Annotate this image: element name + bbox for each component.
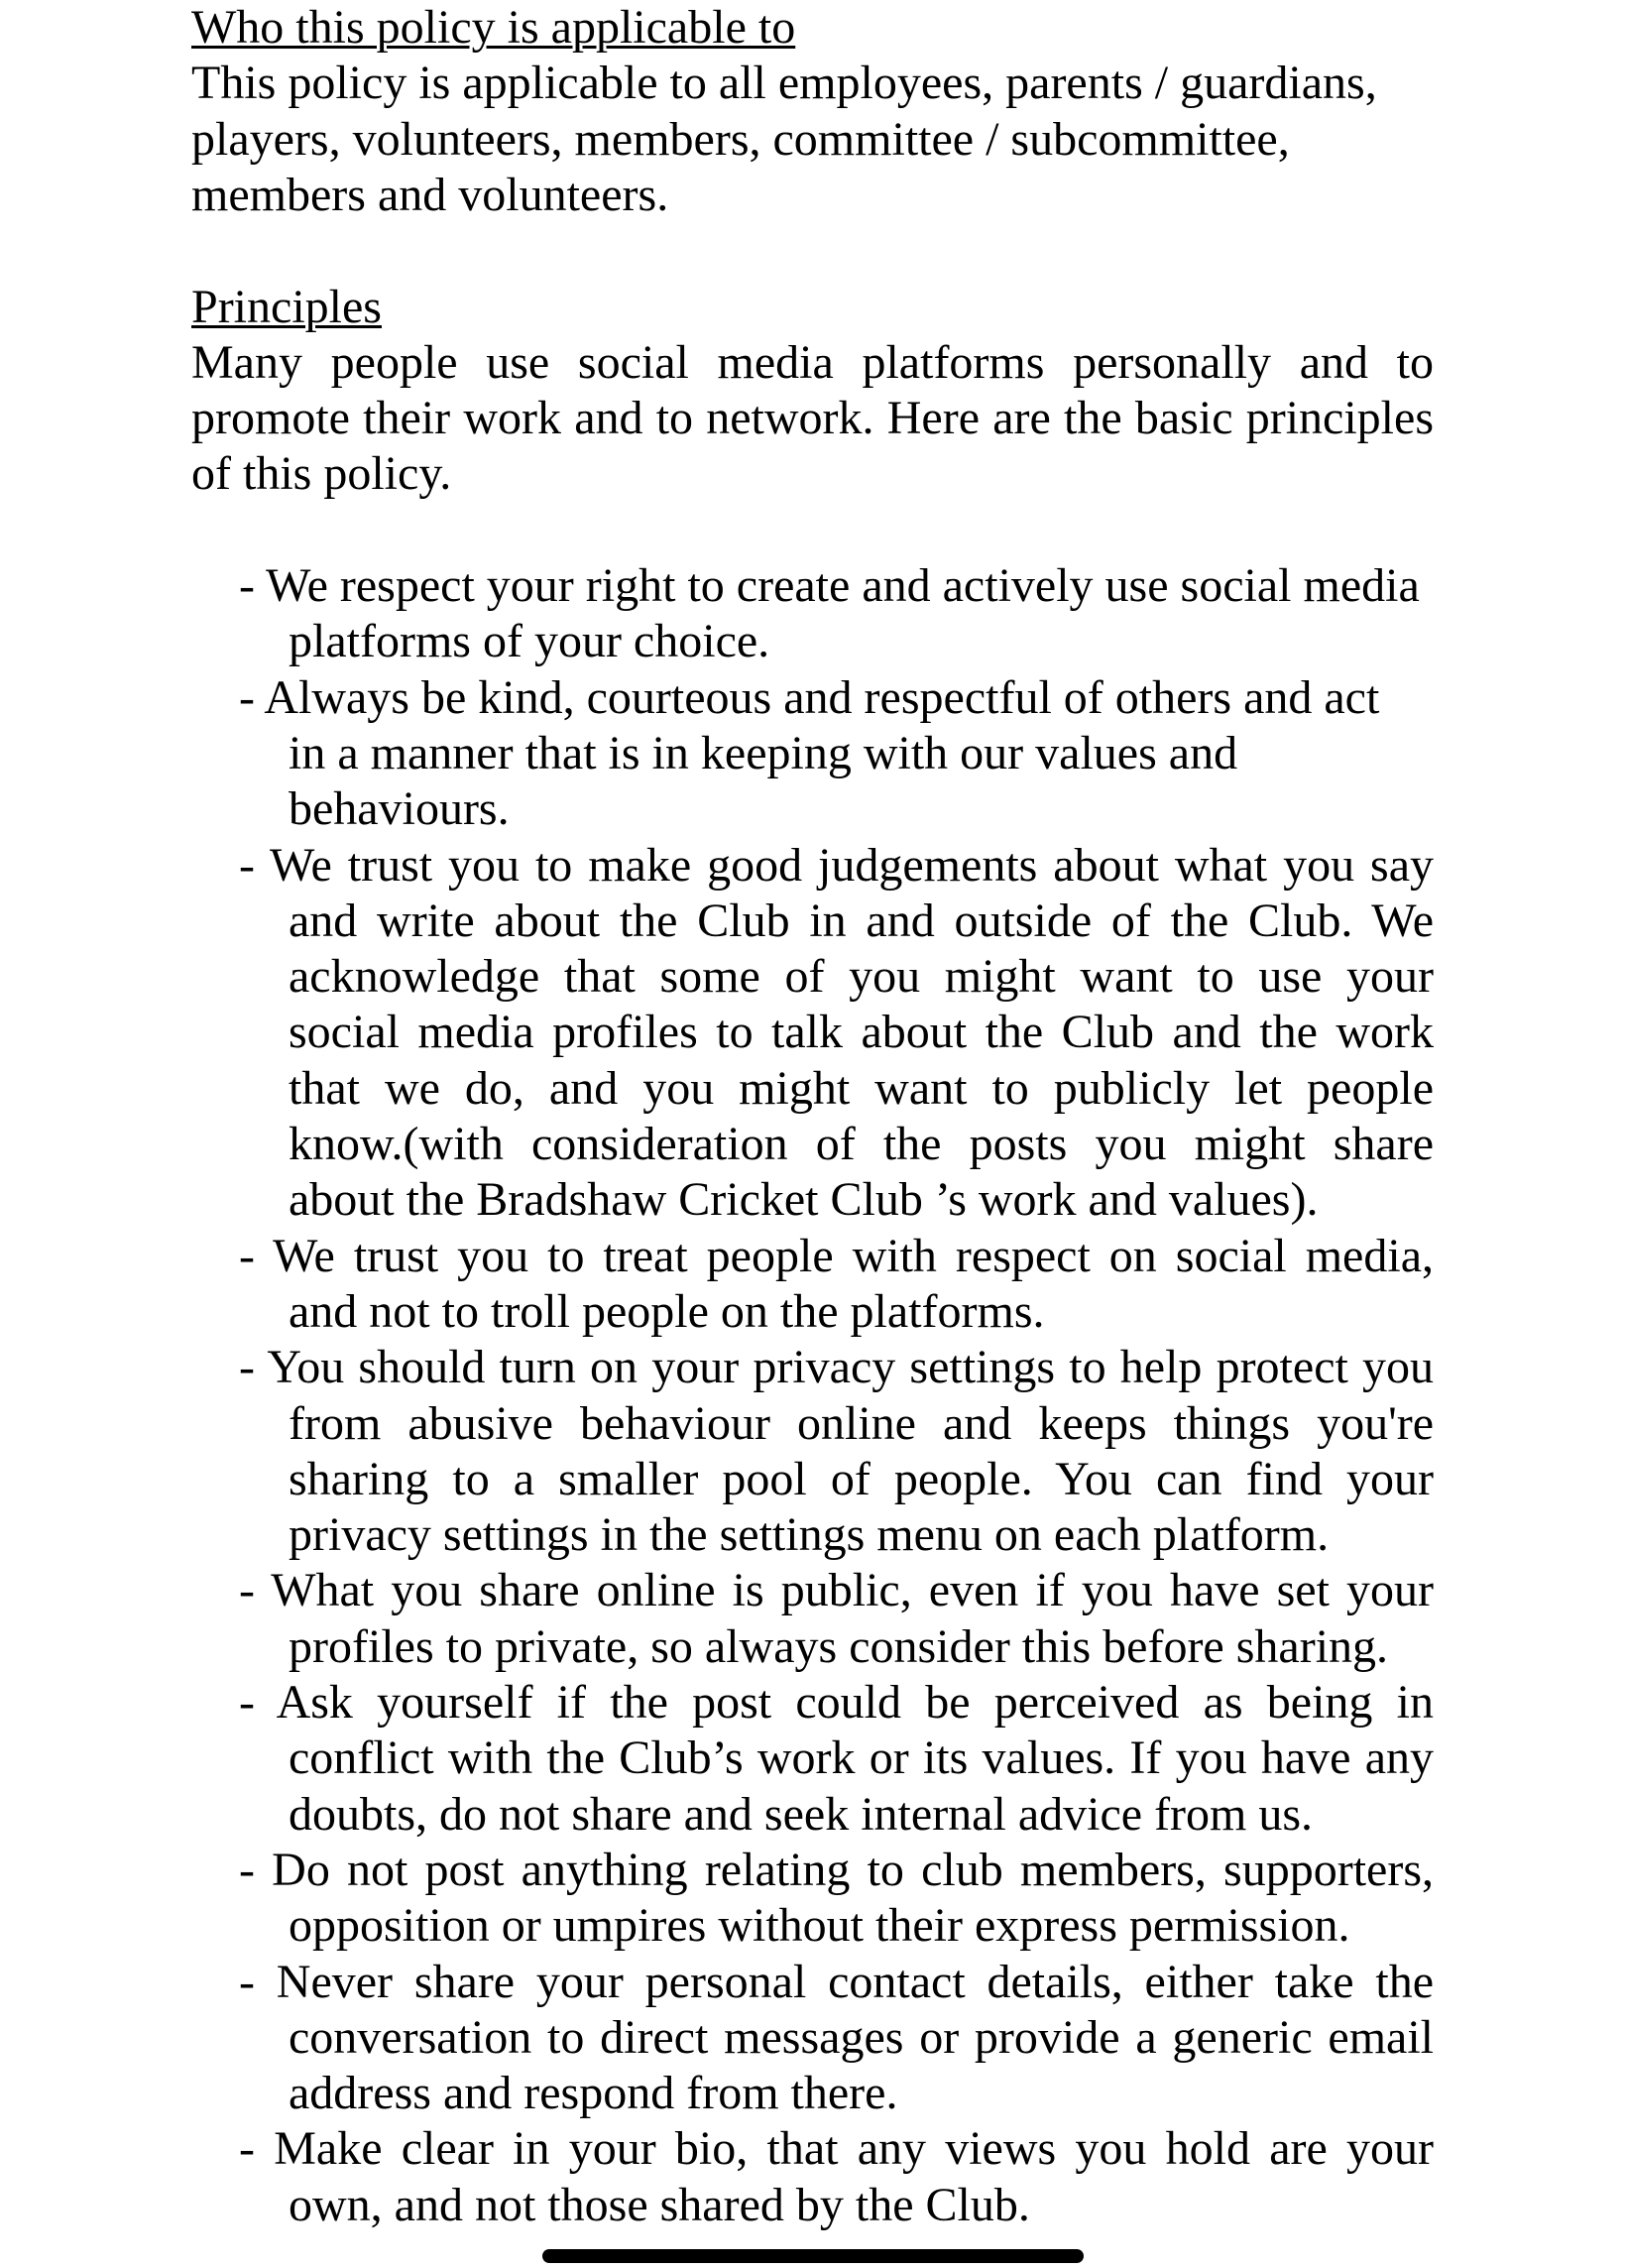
bullet-line: - Ask yourself if the post could be perceived as being in — [239, 1676, 1434, 1729]
bullet-line: platforms of your choice. — [289, 615, 770, 668]
bullet-line: - Do not post anything relating to club members, supporters, — [239, 1843, 1434, 1896]
bullet-line: - We trust you to make good judgements about what you say — [239, 838, 1434, 892]
paragraph-line: Many people use social media platforms personally and to — [191, 335, 1434, 389]
bullet-line: doubts, do not share and seek internal advice from us. — [289, 1787, 1314, 1841]
bullet-line: in a manner that is in keeping with our values and — [289, 726, 1238, 779]
bullet-line: acknowledge that some of you might want to use your — [289, 950, 1434, 1004]
section-heading-principles: Principles — [191, 280, 382, 333]
bullet-line: - We respect your right to create and actively use social media — [239, 559, 1420, 612]
paragraph-line: This policy is applicable to all employees, parents / guardians, — [191, 57, 1377, 110]
bullet-line: and write about the Club in and outside of the Club. We — [289, 894, 1434, 947]
bullet-line: - Make clear in your bio, that any views you hold are your — [239, 2122, 1434, 2176]
bullet-line: opposition or umpires without their express permission. — [289, 1899, 1350, 1953]
section-heading-applicability: Who this policy is applicable to — [191, 1, 796, 54]
bullet-line: about the Bradshaw Cricket Club ’s work and values). — [289, 1173, 1319, 1227]
bullet-line: - You should turn on your privacy settings to help protect you — [239, 1341, 1434, 1394]
bullet-line: - What you share online is public, even if you have set your — [239, 1564, 1434, 1617]
paragraph-line: promote their work and to network. Here are the basic principles — [191, 392, 1434, 445]
bullet-line: and not to troll people on the platforms. — [289, 1284, 1045, 1338]
bullet-line: that we do, and you might want to publicly let people — [289, 1061, 1434, 1115]
bullet-line: behaviours. — [289, 782, 510, 836]
paragraph-line: players, volunteers, members, committee / subcommittee, — [191, 112, 1290, 166]
bullet-line: own, and not those shared by the Club. — [289, 2178, 1030, 2231]
bullet-line: - Always be kind, courteous and respectful of others and act — [239, 670, 1380, 724]
bullet-line: conflict with the Club’s work or its values. If you have any — [289, 1731, 1434, 1785]
paragraph-line: of this policy. — [191, 447, 452, 501]
bullet-line: privacy settings in the settings menu on each platform. — [289, 1508, 1330, 1562]
bullet-line: know.(with consideration of the posts you might share — [289, 1118, 1434, 1170]
paragraph-line: members and volunteers. — [191, 168, 669, 221]
bullet-line: sharing to a smaller pool of people. You can find your — [289, 1452, 1434, 1505]
bullet-line: from abusive behaviour online and keeps things you're — [289, 1396, 1434, 1450]
bullet-line: - Never share your personal contact details, either take the — [239, 1955, 1434, 2008]
bullet-line: conversation to direct messages or provide a generic email — [289, 2010, 1434, 2064]
bullet-line: address and respond from there. — [289, 2067, 898, 2120]
bullet-line: profiles to private, so always consider this before sharing. — [289, 1619, 1389, 1673]
home-indicator-bar[interactable] — [542, 2249, 1084, 2263]
bullet-line: - We trust you to treat people with respect on social media, — [239, 1229, 1434, 1282]
bullet-line: social media profiles to talk about the Club and the work — [289, 1006, 1434, 1059]
